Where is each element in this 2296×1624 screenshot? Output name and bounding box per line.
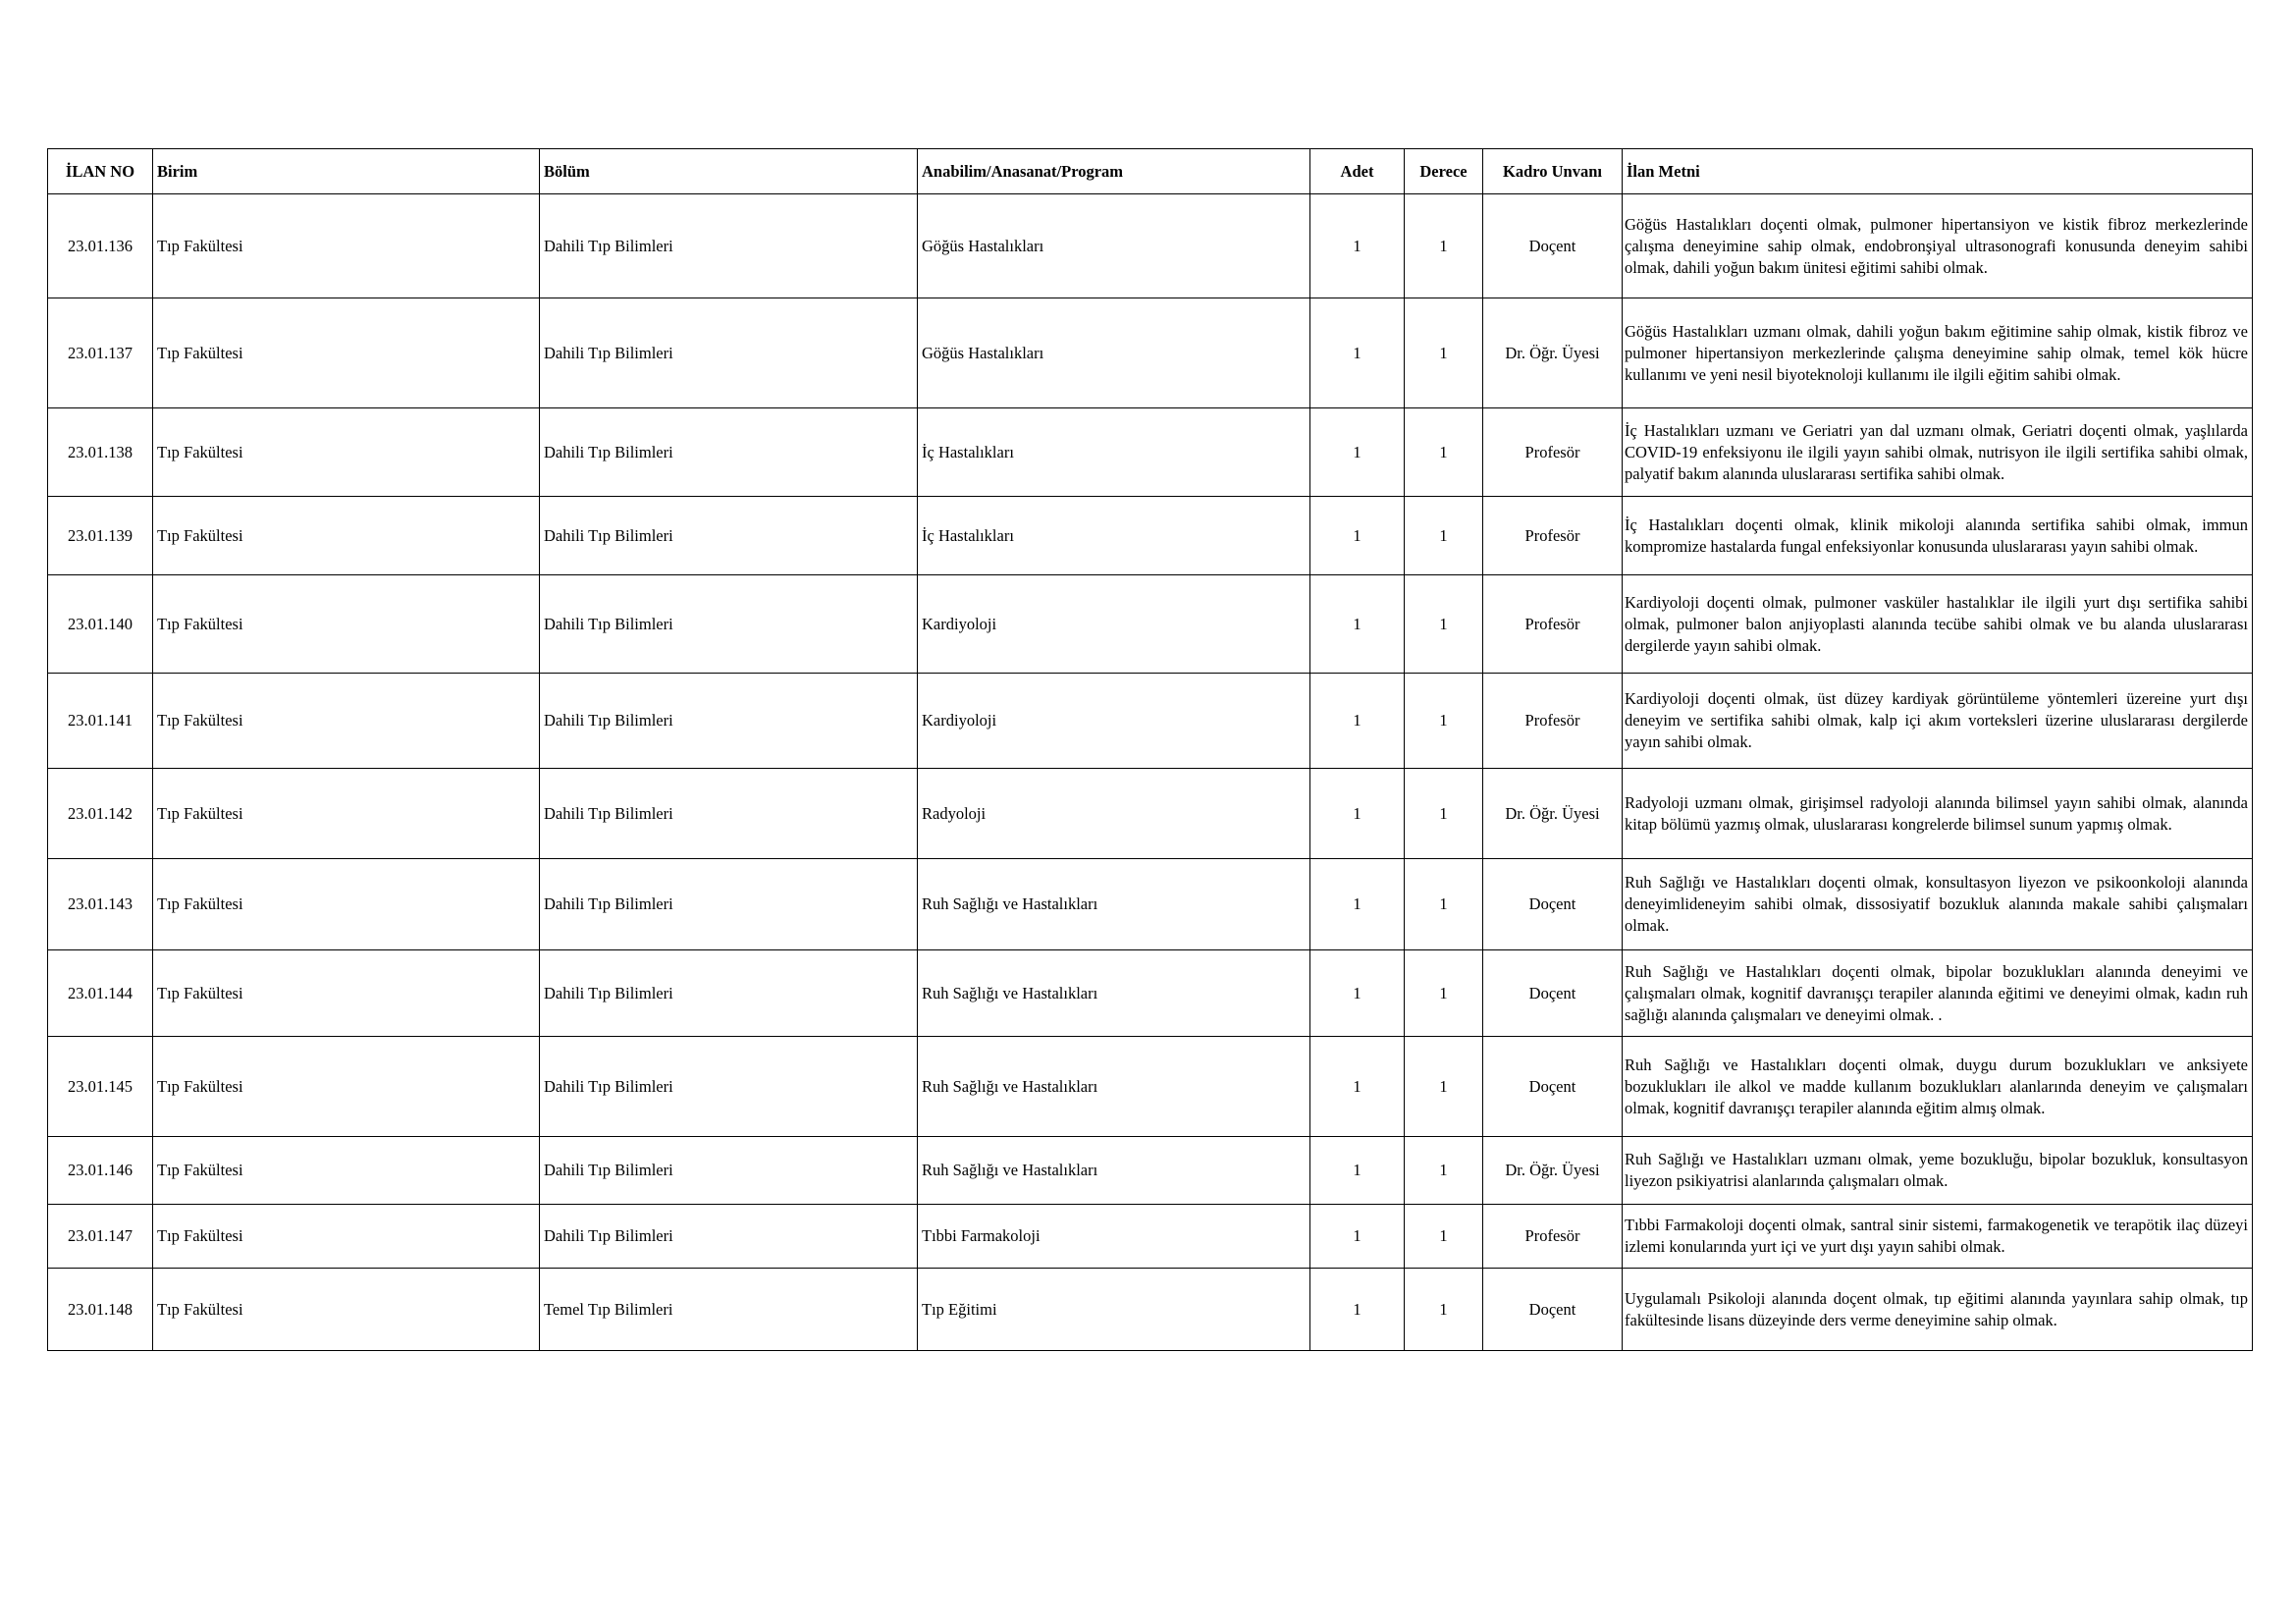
cell-kadro-unvani: Profesör — [1483, 408, 1623, 497]
cell-kadro-unvani: Profesör — [1483, 674, 1623, 769]
cell-ilan-no: 23.01.136 — [48, 194, 153, 298]
cell-bolum: Dahili Tıp Bilimleri — [540, 194, 918, 298]
cell-anabilim: İç Hastalıkları — [918, 408, 1310, 497]
cell-derece: 1 — [1405, 1269, 1483, 1351]
cell-bolum: Dahili Tıp Bilimleri — [540, 674, 918, 769]
cell-adet: 1 — [1310, 1137, 1405, 1205]
cell-ilan-metni: İç Hastalıkları doçenti olmak, klinik mikoloji alanında sertifika sahibi olmak, immun kompromize hastalarda fungal enfeksiyonlar konusunda uluslararası yayın sahibi olmak. — [1623, 497, 2253, 575]
cell-ilan-no: 23.01.138 — [48, 408, 153, 497]
cell-anabilim: Tıp Eğitimi — [918, 1269, 1310, 1351]
cell-derece: 1 — [1405, 769, 1483, 859]
header-bolum: Bölüm — [540, 149, 918, 194]
cell-kadro-unvani: Profesör — [1483, 575, 1623, 674]
cell-ilan-no: 23.01.146 — [48, 1137, 153, 1205]
cell-bolum: Temel Tıp Bilimleri — [540, 1269, 918, 1351]
cell-derece: 1 — [1405, 408, 1483, 497]
table-row — [48, 674, 2253, 769]
cell-kadro-unvani: Doçent — [1483, 859, 1623, 950]
table-row — [48, 1137, 2253, 1205]
cell-adet: 1 — [1310, 1269, 1405, 1351]
cell-anabilim: Tıbbi Farmakoloji — [918, 1205, 1310, 1269]
table-row — [48, 408, 2253, 497]
table-row — [48, 298, 2253, 408]
cell-anabilim: Kardiyoloji — [918, 575, 1310, 674]
header-ilan-metni: İlan Metni — [1623, 149, 2253, 194]
cell-derece: 1 — [1405, 298, 1483, 408]
cell-bolum: Dahili Tıp Bilimleri — [540, 298, 918, 408]
cell-ilan-metni: Göğüs Hastalıkları uzmanı olmak, dahili yoğun bakım eğitimine sahip olmak, kistik fibroz ve pulmoner hipertansiyon merkezlerinde çalışma deneyimine sahip olmak, temel kök hücre kullanımı ve yeni nesil biyoteknoloji kullanımı ile ilgili eğitim sahibi olmak. — [1623, 298, 2253, 408]
cell-ilan-metni: Uygulamalı Psikoloji alanında doçent olmak, tıp eğitimi alanında yayınlara sahip olmak, tıp fakültesinde lisans düzeyinde ders verme deneyimine sahip olmak. — [1623, 1269, 2253, 1351]
cell-adet: 1 — [1310, 575, 1405, 674]
cell-derece: 1 — [1405, 497, 1483, 575]
cell-anabilim: Ruh Sağlığı ve Hastalıkları — [918, 1037, 1310, 1137]
cell-kadro-unvani: Doçent — [1483, 194, 1623, 298]
cell-derece: 1 — [1405, 674, 1483, 769]
cell-ilan-no: 23.01.142 — [48, 769, 153, 859]
cell-birim: Tıp Fakültesi — [153, 859, 540, 950]
cell-adet: 1 — [1310, 298, 1405, 408]
cell-kadro-unvani: Profesör — [1483, 497, 1623, 575]
cell-birim: Tıp Fakültesi — [153, 1137, 540, 1205]
cell-birim: Tıp Fakültesi — [153, 497, 540, 575]
cell-bolum: Dahili Tıp Bilimleri — [540, 1037, 918, 1137]
cell-ilan-no: 23.01.137 — [48, 298, 153, 408]
table-row — [48, 950, 2253, 1037]
cell-ilan-no: 23.01.148 — [48, 1269, 153, 1351]
table-row — [48, 1037, 2253, 1137]
cell-ilan-no: 23.01.139 — [48, 497, 153, 575]
cell-anabilim: Kardiyoloji — [918, 674, 1310, 769]
cell-adet: 1 — [1310, 194, 1405, 298]
cell-ilan-no: 23.01.141 — [48, 674, 153, 769]
cell-ilan-metni: Ruh Sağlığı ve Hastalıkları doçenti olmak, bipolar bozuklukları alanında deneyimi ve çalışmaları olmak, kognitif davranışçı terapiler alanında eğitimi ve deneyimi olmak, kadın ruh sağlığı alanında çalışmaları ve deneyimi olmak. . — [1623, 950, 2253, 1037]
cell-bolum: Dahili Tıp Bilimleri — [540, 408, 918, 497]
table-row — [48, 1205, 2253, 1269]
header-adet: Adet — [1310, 149, 1405, 194]
cell-kadro-unvani: Dr. Öğr. Üyesi — [1483, 1137, 1623, 1205]
table-row — [48, 1269, 2253, 1351]
cell-birim: Tıp Fakültesi — [153, 950, 540, 1037]
table-row — [48, 497, 2253, 575]
header-birim: Birim — [153, 149, 540, 194]
header-row — [48, 149, 2253, 194]
cell-derece: 1 — [1405, 859, 1483, 950]
cell-ilan-metni: Kardiyoloji doçenti olmak, pulmoner vasküler hastalıklar ile ilgili yurt dışı sertifika sahibi olmak, pulmoner balon anjiyoplasti alanında tecübe sahibi olmak ve bu alanda uluslararası dergilerde yayın sahibi olmak. — [1623, 575, 2253, 674]
ilan-table — [47, 148, 2253, 1351]
cell-birim: Tıp Fakültesi — [153, 298, 540, 408]
cell-ilan-metni: Ruh Sağlığı ve Hastalıkları doçenti olmak, duygu durum bozuklukları ve anksiyete bozuklukları ile alkol ve madde kullanım bozuklukları alanlarında deneyim ve çalışmaları olmak, kognitif davranışçı terapiler alanında eğitim almış olmak. — [1623, 1037, 2253, 1137]
cell-adet: 1 — [1310, 769, 1405, 859]
cell-birim: Tıp Fakültesi — [153, 1269, 540, 1351]
cell-anabilim: Göğüs Hastalıkları — [918, 194, 1310, 298]
cell-adet: 1 — [1310, 1205, 1405, 1269]
cell-bolum: Dahili Tıp Bilimleri — [540, 1205, 918, 1269]
cell-anabilim: Radyoloji — [918, 769, 1310, 859]
cell-birim: Tıp Fakültesi — [153, 1037, 540, 1137]
cell-derece: 1 — [1405, 194, 1483, 298]
cell-derece: 1 — [1405, 1137, 1483, 1205]
cell-ilan-metni: İç Hastalıkları uzmanı ve Geriatri yan dal uzmanı olmak, Geriatri doçenti olmak, yaşlılarda COVID-19 enfeksiyonu ile ilgili yayın sahibi olmak, nutrisyon ile ilgili sertifika sahibi olmak, palyatif bakım alanında uluslararası sertifika sahibi olmak. — [1623, 408, 2253, 497]
cell-kadro-unvani: Profesör — [1483, 1205, 1623, 1269]
cell-bolum: Dahili Tıp Bilimleri — [540, 1137, 918, 1205]
cell-derece: 1 — [1405, 575, 1483, 674]
cell-birim: Tıp Fakültesi — [153, 674, 540, 769]
cell-adet: 1 — [1310, 674, 1405, 769]
cell-ilan-metni: Kardiyoloji doçenti olmak, üst düzey kardiyak görüntüleme yöntemleri üzereine yurt dışı deneyim ve sertifika sahibi olmak, kalp içi akım vorteksleri üzerine uluslararası dergilerde yayın sahibi olmak. — [1623, 674, 2253, 769]
cell-adet: 1 — [1310, 859, 1405, 950]
header-kadro-unvani: Kadro Unvanı — [1483, 149, 1623, 194]
cell-bolum: Dahili Tıp Bilimleri — [540, 497, 918, 575]
cell-derece: 1 — [1405, 1037, 1483, 1137]
cell-ilan-no: 23.01.145 — [48, 1037, 153, 1137]
cell-kadro-unvani: Doçent — [1483, 950, 1623, 1037]
cell-ilan-metni: Ruh Sağlığı ve Hastalıkları doçenti olmak, konsultasyon liyezon ve psikoonkoloji alanında deneyimlideneyim sahibi olmak, dissosiyatif bozukluk alanında makale sahibi çalışmaları olmak. — [1623, 859, 2253, 950]
cell-birim: Tıp Fakültesi — [153, 575, 540, 674]
cell-ilan-no: 23.01.147 — [48, 1205, 153, 1269]
cell-ilan-metni: Radyoloji uzmanı olmak, girişimsel radyoloji alanında bilimsel yayın sahibi olmak, alanında kitap bölümü yazmış olmak, uluslararası kongrelerde bilimsel sunum yapmış olmak. — [1623, 769, 2253, 859]
header-derece: Derece — [1405, 149, 1483, 194]
cell-anabilim: İç Hastalıkları — [918, 497, 1310, 575]
header-ilan-no: İLAN NO — [48, 149, 153, 194]
table-row — [48, 194, 2253, 298]
cell-anabilim: Göğüs Hastalıkları — [918, 298, 1310, 408]
cell-ilan-metni: Ruh Sağlığı ve Hastalıkları uzmanı olmak, yeme bozukluğu, bipolar bozukluk, konsultasyon liyezon psikiyatrisi alanlarında çalışmaları olmak. — [1623, 1137, 2253, 1205]
cell-adet: 1 — [1310, 950, 1405, 1037]
cell-anabilim: Ruh Sağlığı ve Hastalıkları — [918, 859, 1310, 950]
cell-adet: 1 — [1310, 1037, 1405, 1137]
cell-ilan-no: 23.01.144 — [48, 950, 153, 1037]
cell-adet: 1 — [1310, 497, 1405, 575]
cell-bolum: Dahili Tıp Bilimleri — [540, 575, 918, 674]
cell-derece: 1 — [1405, 1205, 1483, 1269]
cell-ilan-no: 23.01.140 — [48, 575, 153, 674]
cell-birim: Tıp Fakültesi — [153, 194, 540, 298]
cell-bolum: Dahili Tıp Bilimleri — [540, 950, 918, 1037]
cell-derece: 1 — [1405, 950, 1483, 1037]
table-row — [48, 769, 2253, 859]
cell-birim: Tıp Fakültesi — [153, 769, 540, 859]
cell-ilan-metni: Tıbbi Farmakoloji doçenti olmak, santral sinir sistemi, farmakogenetik ve terapötik ilaç düzeyi izlemi konularında yurt içi ve yurt dışı yayın sahibi olmak. — [1623, 1205, 2253, 1269]
cell-adet: 1 — [1310, 408, 1405, 497]
cell-kadro-unvani: Doçent — [1483, 1037, 1623, 1137]
cell-bolum: Dahili Tıp Bilimleri — [540, 769, 918, 859]
cell-birim: Tıp Fakültesi — [153, 1205, 540, 1269]
table-row — [48, 575, 2253, 674]
cell-birim: Tıp Fakültesi — [153, 408, 540, 497]
cell-anabilim: Ruh Sağlığı ve Hastalıkları — [918, 950, 1310, 1037]
header-anabilim: Anabilim/Anasanat/Program — [918, 149, 1310, 194]
cell-kadro-unvani: Dr. Öğr. Üyesi — [1483, 769, 1623, 859]
cell-anabilim: Ruh Sağlığı ve Hastalıkları — [918, 1137, 1310, 1205]
table-row — [48, 859, 2253, 950]
cell-kadro-unvani: Doçent — [1483, 1269, 1623, 1351]
cell-kadro-unvani: Dr. Öğr. Üyesi — [1483, 298, 1623, 408]
cell-ilan-no: 23.01.143 — [48, 859, 153, 950]
cell-ilan-metni: Göğüs Hastalıkları doçenti olmak, pulmoner hipertansiyon ve kistik fibroz merkezlerinde çalışma deneyimine sahip olmak, endobronşiyal ultrasonografi konusunda deneyim sahibi olmak, dahili yoğun bakım ünitesi eğitimi sahibi olmak. — [1623, 194, 2253, 298]
cell-bolum: Dahili Tıp Bilimleri — [540, 859, 918, 950]
